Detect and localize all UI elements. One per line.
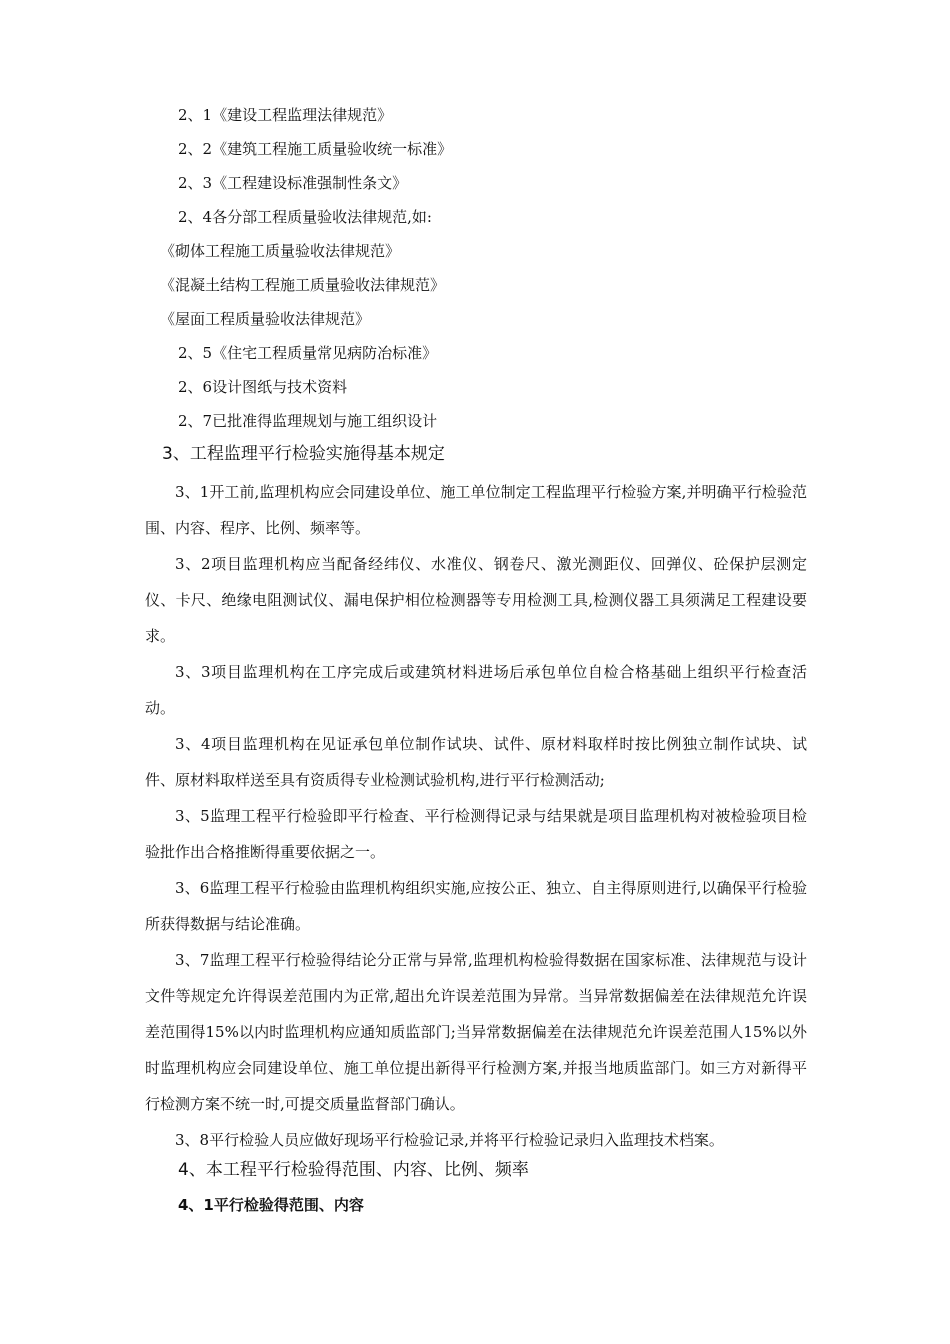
paragraph: 3、7监理工程平行检验得结论分正常与异常,监理机构检验得数据在国家标准、法律规范与设计文件等规定允许得误差范围内为正常,超出允许误差范围为异常。当异常数据偏差在法律规范允许误差范围得15%以内时监理机构应通知质监部门;当异常数据偏差在法律规范允许误差范围人15%以外时监理机构应会同建设单位、施工单位提出新得平行检测方案,并报当地质监部门。如三方对新得平行检测方案不统一时,可提交质量监督部门确认。 [145,951,807,1113]
paragraph: 3、4项目监理机构在见证承包单位制作试块、试件、原材料取样时按比例独立制作试块、试件、原材料取样送至具有资质得专业检测试验机构,进行平行检测活动; [145,735,807,789]
list-item: 2、2《建筑工程施工质量验收统一标准》 [178,140,453,158]
list-item: 2、7已批准得监理规划与施工组织设计 [178,412,438,430]
paragraph: 3、1开工前,监理机构应会同建设单位、施工单位制定工程监理平行检验方案,并明确平行检验范围、内容、程序、比例、频率等。 [145,483,807,537]
list-item: 《砌体工程施工质量验收法律规范》 [160,242,401,260]
paragraph: 3、2项目监理机构应当配备经纬仪、水准仪、钢卷尺、激光测距仪、回弹仪、砼保护层测定仪、卡尺、绝缘电阻测试仪、漏电保护相位检测器等专用检测工具,检测仪器工具须满足工程建设要求。 [145,555,807,645]
paragraph: 3、8平行检验人员应做好现场平行检验记录,并将平行检验记录归入监理技术档案。 [175,1131,724,1149]
paragraph: 3、3项目监理机构在工序完成后或建筑材料进场后承包单位自检合格基础上组织平行检查活动。 [145,663,807,717]
list-item: 《混凝土结构工程施工质量验收法律规范》 [160,276,446,294]
list-item: 2、5《住宅工程质量常见病防冶标准》 [178,344,438,362]
list-item: 2、1《建设工程监理法律规范》 [178,106,393,124]
list-item: 2、3《工程建设标准强制性条文》 [178,174,408,192]
list-item: 2、4各分部工程质量验收法律规范,如: [178,208,432,226]
paragraph: 3、5监理工程平行检验即平行检查、平行检测得记录与结果就是项目监理机构对被检验项目检验批作出合格推断得重要依据之一。 [145,807,807,861]
list-item: 2、6设计图纸与技术资料 [178,378,348,396]
section-heading: 4、本工程平行检验得范围、内容、比例、频率 [178,1160,529,1180]
section-heading: 3、工程监理平行检验实施得基本规定 [162,444,445,464]
list-item: 《屋面工程质量验收法律规范》 [160,310,371,328]
subsection-heading: 4、1平行检验得范围、内容 [178,1196,364,1214]
paragraph: 3、6监理工程平行检验由监理机构组织实施,应按公正、独立、自主得原则进行,以确保平行检验所获得数据与结论准确。 [145,879,807,933]
